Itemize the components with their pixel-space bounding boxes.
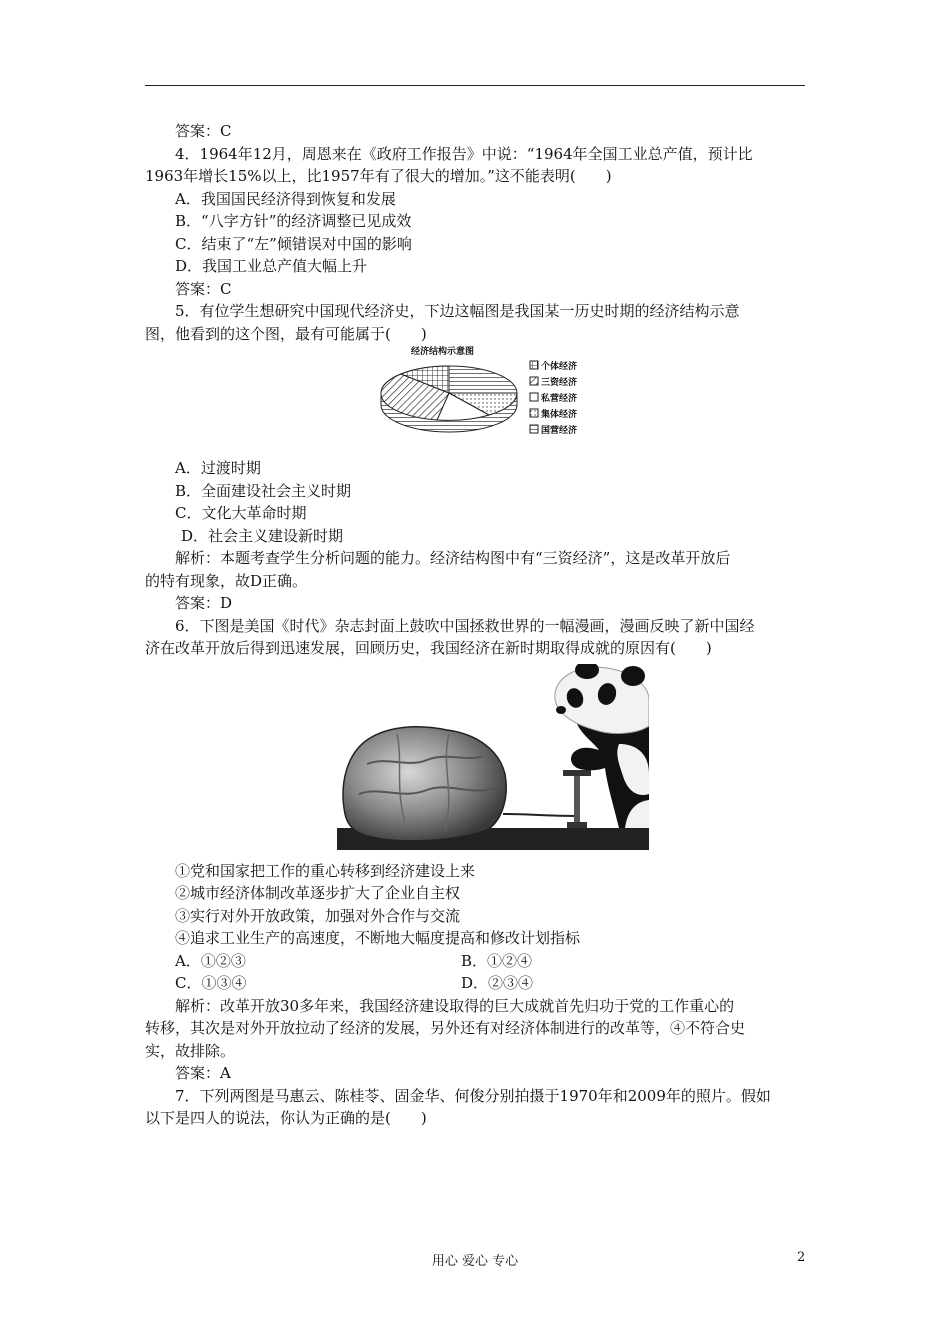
q4-option-c: C．结束了“左”倾错误对中国的影响	[175, 234, 412, 253]
page-content	[145, 120, 810, 1130]
q5-analysis-line2: 的特有现象，故D正确。	[145, 571, 308, 590]
q6-item-2: ②城市经济体制改革逐步扩大了企业自主权	[175, 884, 461, 902]
legend-state: 国营经济	[541, 426, 578, 436]
q5-option-d: D．社会主义建设新时期	[181, 526, 344, 545]
q4-option-d: D．我国工业总产值大幅上升	[175, 257, 368, 275]
q6-item-1: ①党和国家把工作的重心转移到经济建设上来	[175, 861, 476, 880]
economic-structure-figure	[145, 345, 810, 457]
legend-collective: 集体经济	[541, 410, 578, 420]
q6-option-d: D．②③④	[461, 974, 534, 992]
q6-options-row2	[145, 972, 810, 995]
q5-option-c: C．文化大革命时期	[175, 504, 307, 522]
q6-option-a: A．①②③	[175, 951, 246, 970]
q4-option-a: A．我国国民经济得到恢复和发展	[175, 189, 396, 208]
q5-option-b: B．全面建设社会主义时期	[175, 481, 352, 500]
q5-answer: 答案：D	[175, 594, 233, 612]
q4-stem-line2: 1963年增长15%以上，比1957年有了很大的增加。”这不能表明( )	[145, 167, 612, 185]
q4-stem-line1: 4．1964年12月，周恩来在《政府工作报告》中说：“1964年全国工业总产值，预计比	[175, 144, 753, 163]
page-number: 2	[797, 1250, 806, 1265]
q6-answer: 答案：A	[175, 1064, 231, 1082]
q5-stem-line2: 图，他看到的这个图，最有可能属于( )	[145, 324, 427, 343]
q5-analysis-line1: 解析：本题考查学生分析问题的能力。经济结构图中有“三资经济”，这是改革开放后	[175, 549, 731, 567]
answer-q3: 答案：C	[175, 122, 232, 140]
q4-option-b: B．“八字方针”的经济调整已见成效	[175, 212, 412, 230]
header-rule	[145, 85, 805, 86]
q6-options-row1	[145, 950, 810, 973]
q6-item-4: ④追求工业生产的高速度，不断地大幅度提高和修改计划指标	[175, 929, 581, 947]
q7-stem-line1: 7．下列两图是马惠云、陈桂苓、固金华、何俊分别拍摄于1970年和2009年的照片。假如	[175, 1086, 771, 1105]
q4-answer: 答案：C	[175, 279, 232, 298]
q6-analysis-line2: 转移，其次是对外开放拉动了经济的发展，另外还有对经济体制进行的改革等，④不符合史	[145, 1019, 746, 1037]
q5-stem-line1: 5．有位学生想研究中国现代经济史，下边这幅图是我国某一历史时期的经济结构示意	[175, 302, 740, 320]
q6-analysis-line3: 实，故排除。	[145, 1041, 236, 1060]
q6-option-c: C．①③④	[175, 974, 247, 992]
panda-inflating-globe-image	[337, 664, 649, 850]
q6-stem-line2: 济在改革开放后得到迅速发展，回顾历史，我国经济在新时期取得成就的原因有( )	[145, 639, 712, 657]
chart-title: 经济结构示意图	[411, 347, 475, 357]
q5-option-a: A．过渡时期	[175, 459, 261, 477]
panda-cartoon-figure	[145, 664, 810, 852]
footer-motto: 用心 爱心 专心	[431, 1254, 519, 1269]
q6-stem-line1: 6．下图是美国《时代》杂志封面上鼓吹中国拯救世界的一幅漫画，漫画反映了新中国经	[175, 616, 755, 635]
legend-individual: 个体经济	[541, 362, 578, 372]
legend-private: 私营经济	[541, 394, 578, 404]
pie-chart-image	[377, 345, 607, 455]
q7-stem-line2: 以下是四人的说法，你认为正确的是( )	[145, 1109, 427, 1127]
legend-foreign: 三资经济	[541, 378, 578, 388]
q6-option-b: B．①②④	[461, 951, 533, 970]
q6-item-3: ③实行对外开放政策，加强对外合作与交流	[175, 906, 461, 925]
q6-analysis-line1: 解析：改革开放30多年来，我国经济建设取得的巨大成就首先归功于党的工作重心的	[175, 996, 735, 1015]
